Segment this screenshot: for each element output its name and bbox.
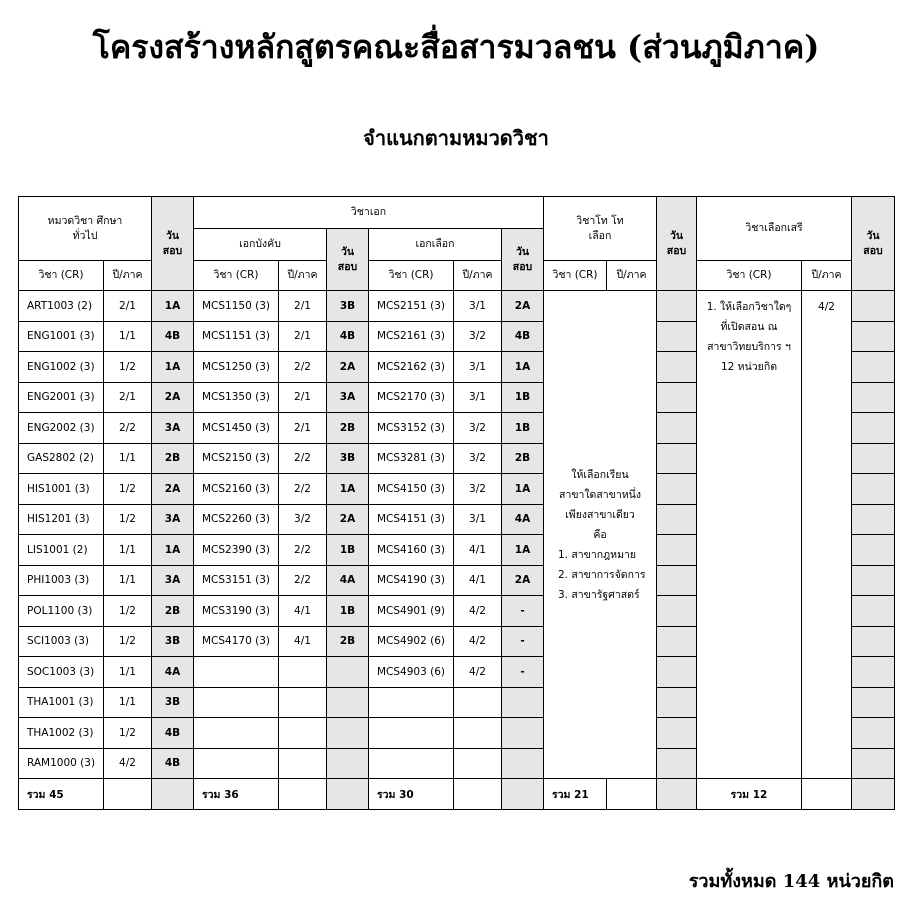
minor-exam (657, 718, 697, 749)
general-exam: 3B (152, 687, 194, 718)
general-exam: 2A (152, 474, 194, 505)
minor-note (544, 291, 657, 779)
empty (454, 779, 502, 810)
elective-course: MCS2170 (3) (369, 382, 454, 413)
elective-exam: 1A (502, 352, 544, 383)
general-exam: 4B (152, 321, 194, 352)
elective-course: MCS2162 (3) (369, 352, 454, 383)
general-course: THA1001 (3) (19, 687, 104, 718)
minor-note-line: ให้เลือกเรียน (571, 468, 629, 481)
general-term: 1/2 (104, 352, 152, 383)
header-minor: วิชาโท โทเลือก (544, 197, 657, 261)
required-exam: 1B (327, 596, 369, 627)
header-major-elective: เอกเลือก (369, 229, 502, 261)
general-course: HIS1001 (3) (19, 474, 104, 505)
general-exam: 3A (152, 413, 194, 444)
minor-exam (657, 382, 697, 413)
minor-exam (657, 687, 697, 718)
page-subtitle: จำแนกตามหมวดวิชา (363, 126, 549, 150)
free-exam (852, 626, 895, 657)
subheader-term: ปี/ภาค (104, 261, 152, 291)
free-exam (852, 565, 895, 596)
minor-note-line: 1. สาขากฎหมาย (558, 548, 637, 561)
general-course: SCI1003 (3) (19, 626, 104, 657)
curriculum-table (18, 196, 895, 810)
required-exam: 2B (327, 626, 369, 657)
required-term: 4/1 (279, 626, 327, 657)
required-course (194, 718, 279, 749)
header-exam-required: วัน สอบ (327, 229, 369, 291)
subheader-term: ปี/ภาค (279, 261, 327, 291)
required-term: 2/2 (279, 474, 327, 505)
general-term: 2/2 (104, 413, 152, 444)
elective-course (369, 718, 454, 749)
free-term: 4/2 (802, 291, 852, 779)
free-exam (852, 596, 895, 627)
subheader-course: วิชา (CR) (19, 261, 104, 291)
free-exam (852, 748, 895, 779)
empty (104, 779, 152, 810)
elective-course: MCS4151 (3) (369, 504, 454, 535)
elective-term (454, 687, 502, 718)
general-exam: 3B (152, 626, 194, 657)
required-term: 2/2 (279, 535, 327, 566)
required-course: MCS1151 (3) (194, 321, 279, 352)
general-exam: 2B (152, 443, 194, 474)
required-course: MCS1250 (3) (194, 352, 279, 383)
required-exam (327, 718, 369, 749)
general-course: PHI1003 (3) (19, 565, 104, 596)
required-term: 2/2 (279, 443, 327, 474)
general-term: 1/1 (104, 535, 152, 566)
elective-term: 3/1 (454, 291, 502, 322)
required-exam: 3A (327, 382, 369, 413)
required-course (194, 748, 279, 779)
general-term: 1/1 (104, 657, 152, 688)
general-term: 1/2 (104, 504, 152, 535)
general-exam: 4A (152, 657, 194, 688)
required-exam: 4A (327, 565, 369, 596)
total-minor: รวม 21 (544, 779, 607, 810)
elective-exam (502, 687, 544, 718)
required-exam: 4B (327, 321, 369, 352)
general-course: SOC1003 (3) (19, 657, 104, 688)
general-course: ART1003 (2) (19, 291, 104, 322)
empty (152, 779, 194, 810)
required-term (279, 687, 327, 718)
general-exam: 1A (152, 535, 194, 566)
general-term: 1/1 (104, 321, 152, 352)
total-required: รวม 36 (194, 779, 279, 810)
elective-term: 3/1 (454, 352, 502, 383)
general-course: HIS1201 (3) (19, 504, 104, 535)
free-exam (852, 443, 895, 474)
required-exam: 2A (327, 352, 369, 383)
general-exam: 4B (152, 748, 194, 779)
general-course: RAM1000 (3) (19, 748, 104, 779)
required-term: 2/1 (279, 291, 327, 322)
required-course: MCS2390 (3) (194, 535, 279, 566)
required-exam (327, 687, 369, 718)
general-exam: 2A (152, 382, 194, 413)
grand-total: รวมทั้งหมด 144 หน่วยกิต (688, 871, 894, 892)
elective-course: MCS3281 (3) (369, 443, 454, 474)
total-free: รวม 12 (697, 779, 802, 810)
minor-note-line: เพียงสาขาเดียว (565, 508, 635, 521)
elective-exam: 1B (502, 413, 544, 444)
minor-exam (657, 596, 697, 627)
header-exam-elective: วัน สอบ (502, 229, 544, 291)
elective-course: MCS4903 (6) (369, 657, 454, 688)
general-term: 1/2 (104, 718, 152, 749)
elective-term: 3/2 (454, 413, 502, 444)
general-exam: 2B (152, 596, 194, 627)
required-course (194, 657, 279, 688)
elective-exam (502, 748, 544, 779)
free-exam (852, 535, 895, 566)
elective-term: 4/2 (454, 657, 502, 688)
minor-exam (657, 565, 697, 596)
elective-exam: 1A (502, 535, 544, 566)
subheader-course: วิชา (CR) (194, 261, 279, 291)
elective-course (369, 687, 454, 718)
elective-term: 3/1 (454, 504, 502, 535)
elective-term: 3/2 (454, 321, 502, 352)
general-term: 1/2 (104, 474, 152, 505)
general-course: ENG1001 (3) (19, 321, 104, 352)
general-course: ENG1002 (3) (19, 352, 104, 383)
elective-term: 3/2 (454, 474, 502, 505)
free-note-line: 12 หน่วยกิต (720, 361, 778, 373)
required-exam: 1B (327, 535, 369, 566)
minor-exam (657, 748, 697, 779)
minor-exam (657, 321, 697, 352)
elective-exam: 1A (502, 474, 544, 505)
header-free-elective: วิชาเลือกเสรี (697, 197, 852, 261)
minor-exam (657, 626, 697, 657)
elective-term: 3/2 (454, 443, 502, 474)
minor-exam (657, 504, 697, 535)
page-title: โครงสร้างหลักสูตรคณะสื่อสารมวลชน (ส่วนภูมิภาค) (92, 28, 820, 66)
general-exam: 1A (152, 291, 194, 322)
elective-exam: 4B (502, 321, 544, 352)
elective-term: 3/1 (454, 382, 502, 413)
required-term: 2/1 (279, 382, 327, 413)
general-term: 1/2 (104, 596, 152, 627)
header-major-required: เอกบังคับ (194, 229, 327, 261)
required-course: MCS1350 (3) (194, 382, 279, 413)
elective-course (369, 748, 454, 779)
required-course: MCS3151 (3) (194, 565, 279, 596)
subheader-term: ปี/ภาค (802, 261, 852, 291)
elective-exam: - (502, 657, 544, 688)
elective-course: MCS4160 (3) (369, 535, 454, 566)
required-exam: 3B (327, 291, 369, 322)
free-note-line: ที่เปิดสอน ณ (720, 321, 778, 333)
elective-course: MCS4190 (3) (369, 565, 454, 596)
empty (657, 779, 697, 810)
required-course: MCS3190 (3) (194, 596, 279, 627)
required-term: 2/2 (279, 352, 327, 383)
required-course: MCS4170 (3) (194, 626, 279, 657)
empty (802, 779, 852, 810)
subheader-course: วิชา (CR) (369, 261, 454, 291)
minor-exam (657, 291, 697, 322)
required-term: 2/1 (279, 413, 327, 444)
general-term: 4/2 (104, 748, 152, 779)
elective-term: 4/2 (454, 596, 502, 627)
elective-term (454, 748, 502, 779)
general-course: ENG2002 (3) (19, 413, 104, 444)
empty (852, 779, 895, 810)
free-exam (852, 657, 895, 688)
free-exam (852, 718, 895, 749)
required-course: MCS1450 (3) (194, 413, 279, 444)
elective-course: MCS4901 (9) (369, 596, 454, 627)
required-term: 2/2 (279, 565, 327, 596)
elective-exam: - (502, 596, 544, 627)
required-term (279, 657, 327, 688)
elective-course: MCS4150 (3) (369, 474, 454, 505)
header-exam-minor: วัน สอบ (657, 197, 697, 291)
subheader-course: วิชา (CR) (544, 261, 607, 291)
minor-exam (657, 352, 697, 383)
required-course (194, 687, 279, 718)
free-exam (852, 474, 895, 505)
required-term (279, 748, 327, 779)
total-general: รวม 45 (19, 779, 104, 810)
minor-exam (657, 535, 697, 566)
subheader-term: ปี/ภาค (454, 261, 502, 291)
free-note-line: สาขาวิทยบริการ ฯ (707, 341, 791, 353)
required-exam: 3B (327, 443, 369, 474)
minor-note-line: สาขาใดสาขาหนึ่ง (559, 488, 641, 501)
elective-term: 4/1 (454, 565, 502, 596)
general-term: 2/1 (104, 291, 152, 322)
required-exam: 2A (327, 504, 369, 535)
free-exam (852, 352, 895, 383)
elective-course: MCS4902 (6) (369, 626, 454, 657)
free-note (697, 291, 802, 779)
header-exam-general: วัน สอบ (152, 197, 194, 291)
general-course: POL1100 (3) (19, 596, 104, 627)
elective-exam (502, 718, 544, 749)
required-exam (327, 748, 369, 779)
general-course: ENG2001 (3) (19, 382, 104, 413)
general-exam: 4B (152, 718, 194, 749)
minor-exam (657, 413, 697, 444)
elective-exam: 2A (502, 291, 544, 322)
header-exam-free: วัน สอบ (852, 197, 895, 291)
general-term: 2/1 (104, 382, 152, 413)
general-course: GAS2802 (2) (19, 443, 104, 474)
required-term: 4/1 (279, 596, 327, 627)
minor-note-line: 3. สาขารัฐศาสตร์ (558, 588, 640, 601)
minor-exam (657, 474, 697, 505)
general-exam: 3A (152, 504, 194, 535)
free-note-line: 1. ให้เลือกวิชาใดๆ (706, 301, 792, 313)
required-exam: 1A (327, 474, 369, 505)
required-exam: 2B (327, 413, 369, 444)
table-row (19, 291, 895, 322)
elective-course: MCS2161 (3) (369, 321, 454, 352)
elective-term (454, 718, 502, 749)
free-exam (852, 687, 895, 718)
free-exam (852, 382, 895, 413)
empty (502, 779, 544, 810)
subheader-course: วิชา (CR) (697, 261, 802, 291)
elective-course: MCS2151 (3) (369, 291, 454, 322)
general-term: 1/1 (104, 565, 152, 596)
subheader-term: ปี/ภาค (607, 261, 657, 291)
required-term: 3/2 (279, 504, 327, 535)
empty (279, 779, 327, 810)
free-exam (852, 321, 895, 352)
elective-exam: 1B (502, 382, 544, 413)
empty (607, 779, 657, 810)
free-exam (852, 413, 895, 444)
required-exam (327, 657, 369, 688)
header-major: วิชาเอก (194, 197, 544, 229)
required-course: MCS2260 (3) (194, 504, 279, 535)
elective-exam: 2A (502, 565, 544, 596)
free-exam (852, 504, 895, 535)
general-exam: 3A (152, 565, 194, 596)
minor-note-line: 2. สาขาการจัดการ (558, 568, 646, 581)
empty (327, 779, 369, 810)
general-course: LIS1001 (2) (19, 535, 104, 566)
general-term: 1/2 (104, 626, 152, 657)
elective-course: MCS3152 (3) (369, 413, 454, 444)
general-term: 1/1 (104, 443, 152, 474)
elective-exam: 4A (502, 504, 544, 535)
totals-row (19, 779, 895, 810)
minor-exam (657, 657, 697, 688)
minor-note-line: คือ (593, 528, 607, 541)
elective-exam: - (502, 626, 544, 657)
general-exam: 1A (152, 352, 194, 383)
general-term: 1/1 (104, 687, 152, 718)
elective-exam: 2B (502, 443, 544, 474)
elective-term: 4/1 (454, 535, 502, 566)
required-course: MCS2160 (3) (194, 474, 279, 505)
required-course: MCS1150 (3) (194, 291, 279, 322)
free-exam (852, 291, 895, 322)
required-course: MCS2150 (3) (194, 443, 279, 474)
required-term: 2/1 (279, 321, 327, 352)
general-course: THA1002 (3) (19, 718, 104, 749)
required-term (279, 718, 327, 749)
total-elective: รวม 30 (369, 779, 454, 810)
header-general: หมวดวิชา ศึกษาทั่วไป (19, 197, 152, 261)
elective-term: 4/2 (454, 626, 502, 657)
minor-exam (657, 443, 697, 474)
